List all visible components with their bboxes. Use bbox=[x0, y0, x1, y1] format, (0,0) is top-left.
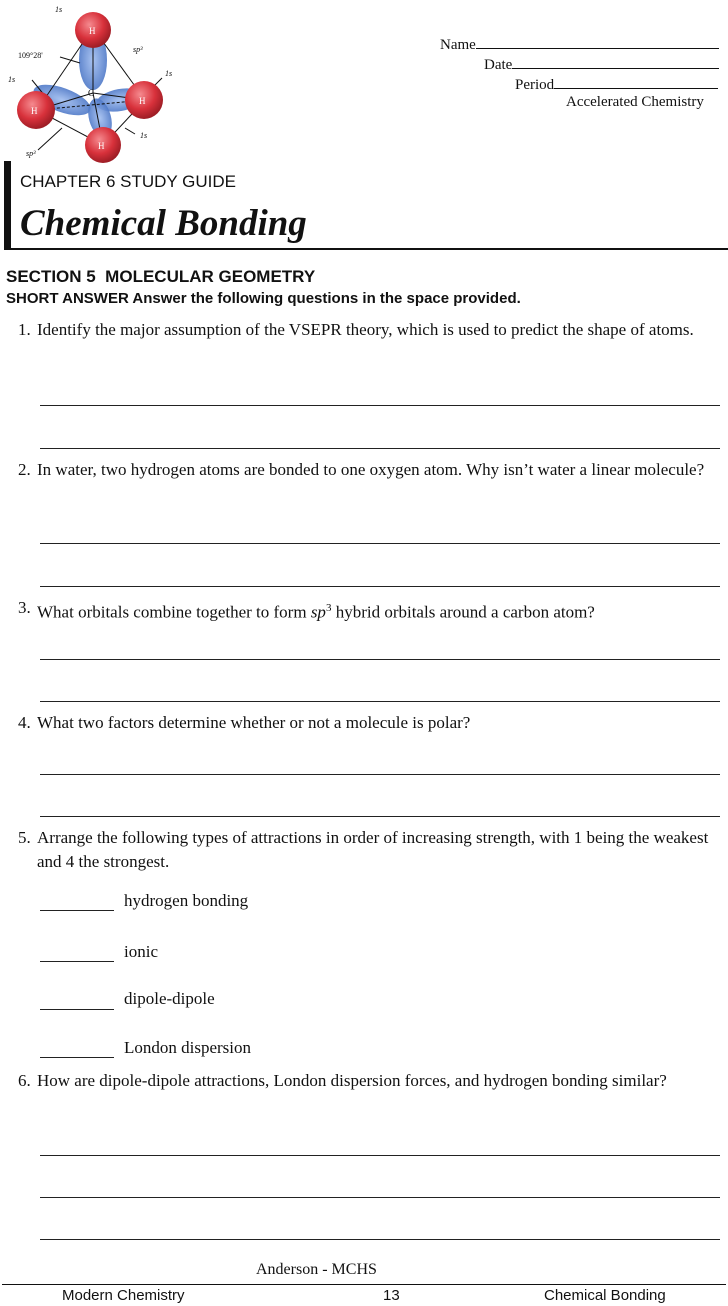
period-line[interactable] bbox=[554, 74, 718, 89]
q1-answer-line-2[interactable] bbox=[40, 448, 720, 449]
q5-text: Arrange the following types of attractions in order of increasing strength, with 1 being the weakest and 4 the strongest. bbox=[37, 828, 709, 871]
q4-number: 4. bbox=[18, 713, 31, 732]
label-right-1s: 1s bbox=[165, 69, 173, 78]
footer-author: Anderson - MCHS bbox=[256, 1261, 377, 1278]
name-label: Name bbox=[440, 37, 476, 53]
chapter-title: Chemical Bonding bbox=[20, 203, 307, 244]
q5-blank-3[interactable] bbox=[40, 1009, 114, 1010]
label-carbon: C bbox=[88, 88, 95, 98]
q5-option-1: hydrogen bonding bbox=[124, 891, 249, 910]
course-name: Accelerated Chemistry bbox=[566, 94, 704, 110]
q5-blank-1[interactable] bbox=[40, 910, 114, 911]
q5-blank-2[interactable] bbox=[40, 961, 114, 962]
name-field[interactable] bbox=[440, 34, 719, 54]
q6-answer-line-2[interactable] bbox=[40, 1197, 720, 1198]
label-h-left: H bbox=[31, 106, 38, 116]
label-h-bottom: H bbox=[98, 141, 105, 151]
date-label: Date bbox=[484, 57, 513, 73]
chapter-bar bbox=[4, 161, 11, 249]
section-title: SECTION 5 MOLECULAR GEOMETRY bbox=[6, 267, 316, 286]
q1-answer-line-1[interactable] bbox=[40, 405, 720, 406]
section-instructions: SHORT ANSWER Answer the following questions in the space provided. bbox=[6, 290, 521, 307]
q3-text-before: What orbitals combine together to form bbox=[37, 602, 311, 622]
q5-option-2: ionic bbox=[124, 942, 158, 961]
q6-number: 6. bbox=[18, 1071, 31, 1090]
label-sp3-bottom: sp³ bbox=[26, 149, 36, 158]
label-h-top: H bbox=[89, 26, 96, 36]
q5-number: 5. bbox=[18, 828, 31, 847]
q3-answer-line-2[interactable] bbox=[40, 701, 720, 702]
q1-text: Identify the major assumption of the VSEPR theory, which is used to predict the shape of atoms. bbox=[37, 320, 694, 339]
q4-text: What two factors determine whether or not a molecule is polar? bbox=[37, 713, 471, 732]
label-bottom-1s: 1s bbox=[140, 131, 148, 140]
period-field[interactable] bbox=[515, 74, 718, 94]
q2-number: 2. bbox=[18, 460, 31, 479]
q5-option-4: London dispersion bbox=[124, 1038, 252, 1057]
q2-answer-line-2[interactable] bbox=[40, 586, 720, 587]
label-left-1s: 1s bbox=[8, 75, 16, 84]
chapter-rule bbox=[4, 248, 728, 250]
q3-answer-line-1[interactable] bbox=[40, 659, 720, 660]
q4-answer-line-2[interactable] bbox=[40, 816, 720, 817]
q2-answer-line-1[interactable] bbox=[40, 543, 720, 544]
q3-number: 3. bbox=[18, 598, 31, 617]
q2-text: In water, two hydrogen atoms are bonded to one oxygen atom. Why isn’t water a linear molecule? bbox=[37, 460, 705, 479]
q3-superscript: 3 bbox=[325, 602, 332, 614]
q6-answer-line-3[interactable] bbox=[40, 1239, 720, 1240]
label-angle: 109°28' bbox=[18, 51, 43, 60]
footer-left: Modern Chemistry bbox=[62, 1287, 185, 1304]
footer-rule bbox=[2, 1284, 726, 1285]
date-line[interactable] bbox=[512, 54, 719, 69]
q3-sp: sp bbox=[310, 602, 326, 622]
label-h-right: H bbox=[139, 96, 146, 106]
chapter-label: CHAPTER 6 STUDY GUIDE bbox=[20, 172, 237, 191]
q1-number: 1. bbox=[18, 320, 31, 339]
q6-text: How are dipole-dipole attractions, London dispersion forces, and hydrogen bonding similar? bbox=[37, 1071, 667, 1090]
label-sp3-top: sp³ bbox=[133, 45, 143, 54]
footer-page-number: 13 bbox=[383, 1287, 400, 1304]
q6-answer-line-1[interactable] bbox=[40, 1155, 720, 1156]
label-top-1s: 1s bbox=[55, 5, 63, 14]
footer-right: Chemical Bonding bbox=[544, 1287, 666, 1304]
q5-option-3: dipole-dipole bbox=[124, 989, 215, 1008]
name-line[interactable] bbox=[476, 34, 719, 49]
q3-text-after: hybrid orbitals around a carbon atom? bbox=[331, 602, 595, 622]
methane-sp3-diagram bbox=[0, 0, 190, 165]
date-field[interactable] bbox=[484, 54, 719, 74]
q4-answer-line-1[interactable] bbox=[40, 774, 720, 775]
period-label: Period bbox=[515, 77, 555, 93]
q3-text bbox=[37, 596, 727, 625]
q5-blank-4[interactable] bbox=[40, 1057, 114, 1058]
